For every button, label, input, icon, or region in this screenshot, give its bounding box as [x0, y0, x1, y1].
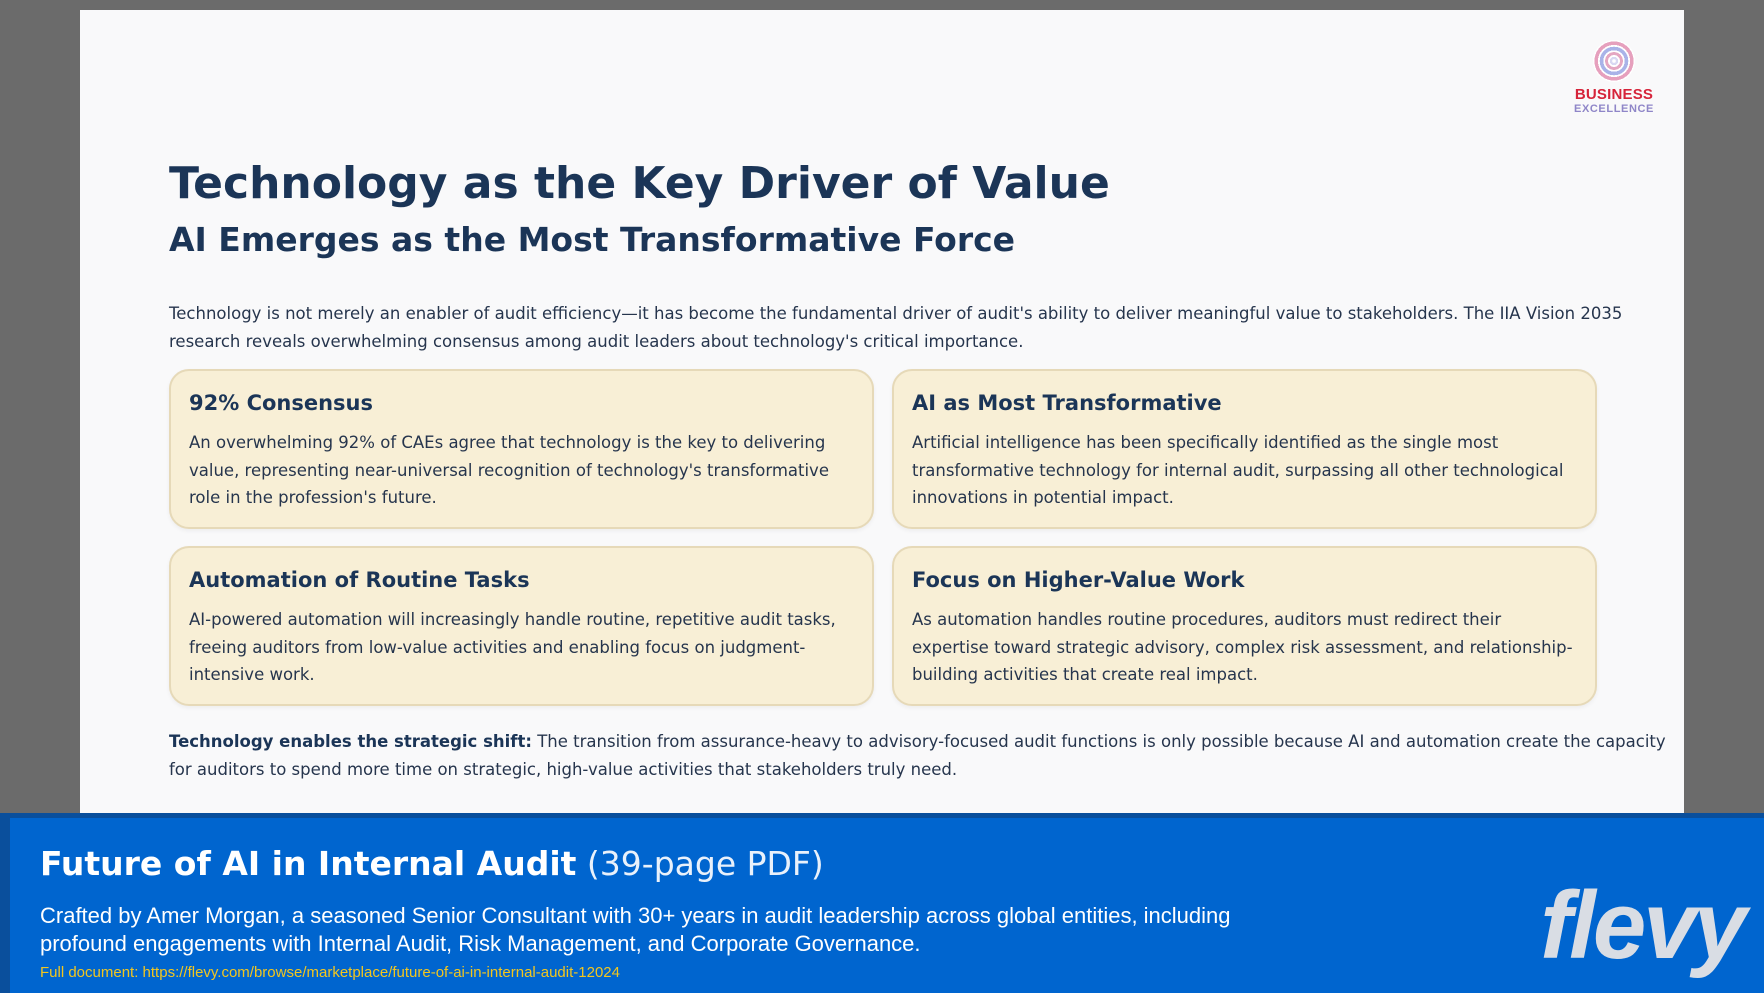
card-title: 92% Consensus	[189, 391, 374, 415]
author-description: Crafted by Amer Morgan, a seasoned Senior Consultant with 30+ years in audit leadership across global entities, including profound engagements with Internal Audit, Risk Management, and Corporate Governance.	[40, 903, 1231, 956]
card-grid	[169, 369, 1597, 706]
card-automation	[169, 546, 874, 706]
page-title: Technology as the Key Driver of Value	[169, 158, 1110, 209]
page-subtitle: AI Emerges as the Most Transformative Force	[169, 220, 1016, 259]
strategic-shift-note	[169, 728, 1689, 784]
card-text: AI-powered automation will increasingly handle routine, repetitive audit tasks, freeing auditors from low-value activities and enabling focus on judgment-intensive work.	[189, 610, 836, 684]
card-title: Automation of Routine Tasks	[189, 568, 530, 592]
document-link[interactable]: Full document: https://flevy.com/browse/marketplace/future-of-ai-in-internal-audit-12024	[40, 964, 620, 981]
card-text: As automation handles routine procedures, auditors must redirect their expertise toward strategic advisory, complex risk assessment, and relationship-building activities that create real impact.	[912, 610, 1573, 684]
slide-page	[80, 10, 1684, 813]
card-text: Artificial intelligence has been specifically identified as the single most transformative technology for internal audit, surpassing all other technological innovations in potential impact.	[912, 433, 1564, 507]
logo-text-business: BUSINESS	[1574, 86, 1654, 103]
intro-paragraph: Technology is not merely an enabler of audit efficiency—it has become the fundamental driver of audit's ability to deliver meaningful value to stakeholders. The IIA Vision 2035 research reveals overwhelming consensus among audit leaders about technology's critical importance.	[169, 304, 1623, 351]
card-text: An overwhelming 92% of CAEs agree that technology is the key to delivering value, representing near-universal recognition of technology's transformative role in the profession's future.	[189, 433, 829, 507]
card-title: Focus on Higher-Value Work	[912, 568, 1245, 592]
document-title: Future of AI in Internal Audit	[40, 844, 577, 883]
card-consensus	[169, 369, 874, 529]
business-excellence-logo	[1574, 40, 1654, 130]
page-count: (39-page PDF)	[576, 844, 824, 883]
footer-title	[40, 844, 824, 883]
footer-edge	[0, 818, 10, 993]
note-text: The transition from assurance-heavy to advisory-focused audit functions is only possible because AI and automation create the capacity for auditors to spend more time on strategic, high-value activities that stakeholders truly need.	[169, 732, 1666, 779]
fingerprint-icon	[1593, 40, 1635, 82]
note-lead: Technology enables the strategic shift:	[169, 732, 532, 751]
card-title: AI as Most Transformative	[912, 391, 1222, 415]
flevy-logo: flevy	[1540, 872, 1744, 979]
footer-banner	[0, 813, 1764, 993]
card-ai-transformative	[892, 369, 1597, 529]
card-higher-value-work	[892, 546, 1597, 706]
logo-text-excellence: EXCELLENCE	[1574, 103, 1654, 115]
